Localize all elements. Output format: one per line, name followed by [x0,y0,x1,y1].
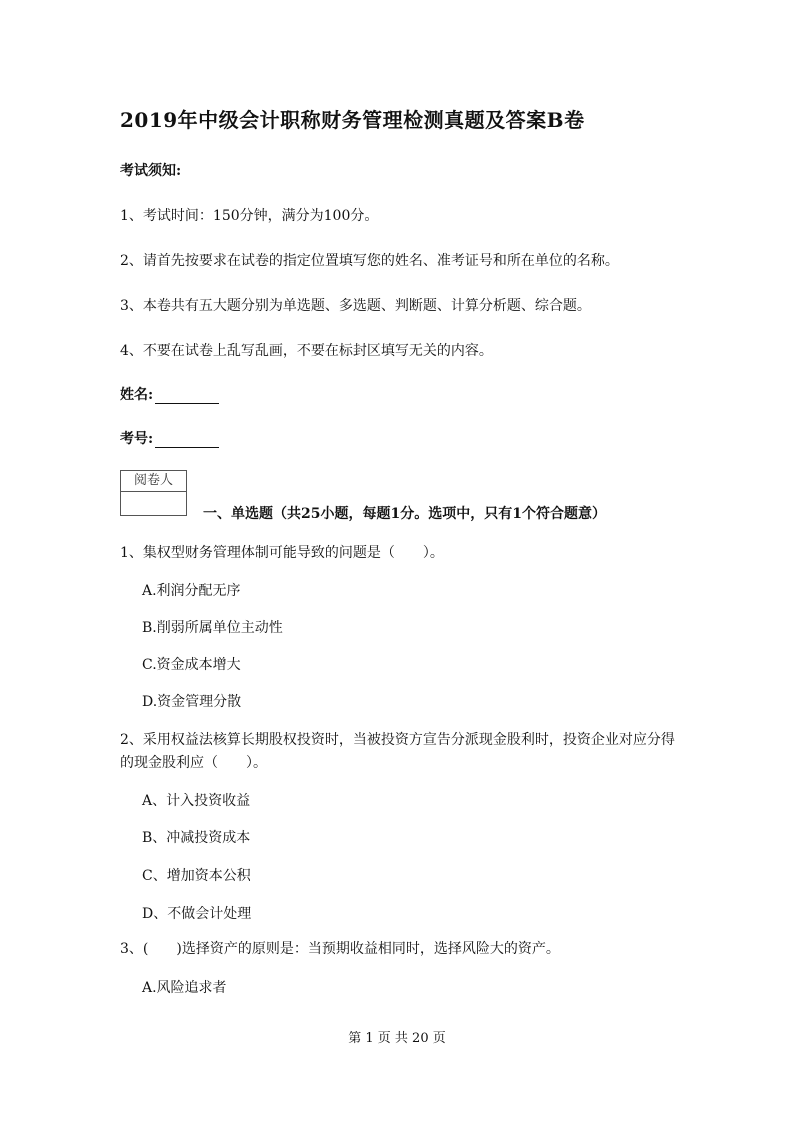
option: D、不做会计处理 [142,906,252,922]
option: B、冲减投资成本 [142,830,251,846]
notice-item: 3、本卷共有五大题分别为单选题、多选题、判断题、计算分析题、综合题。 [120,298,591,314]
option: C、增加资本公积 [142,868,251,884]
option: A.风险追求者 [142,980,227,996]
page-footer: 第 1 页 共 20 页 [348,1031,446,1046]
option: B.削弱所属单位主动性 [142,620,283,636]
exam-id-label: 考号: [120,431,154,447]
notice-heading: 考试须知: [120,163,182,179]
grader-box [120,470,187,516]
notice-item: 4、不要在试卷上乱写乱画，不要在标封区填写无关的内容。 [120,343,493,359]
page-title: 2019年中级会计职称财务管理检测真题及答案B卷 [120,108,585,132]
option: A、计入投资收益 [142,793,251,809]
exam-id-blank[interactable] [155,433,219,448]
option: D.资金管理分散 [142,694,242,710]
option: C.资金成本增大 [142,657,241,673]
grader-label: 阅卷人 [121,471,186,492]
question-stem: 3、( )选择资产的原则是：当预期收益相同时，选择风险大的资产。 [120,941,560,957]
question-stem-continued: 的现金股利应（ ）。 [120,755,267,771]
question-stem: 2、采用权益法核算长期股权投资时，当被投资方宣告分派现金股利时，投资企业对应分得 [120,732,675,748]
notice-item: 1、考试时间：150分钟，满分为100分。 [120,208,379,224]
option: A.利润分配无序 [142,583,241,599]
notice-item: 2、请首先按要求在试卷的指定位置填写您的姓名、准考证号和所在单位的名称。 [120,253,619,269]
name-blank[interactable] [155,389,219,404]
question-stem: 1、集权型财务管理体制可能导致的问题是（ ）。 [120,545,444,561]
name-field[interactable] [120,384,219,404]
exam-id-field[interactable] [120,428,219,448]
name-label: 姓名: [120,387,154,403]
section-title: 一、单选题（共25小题，每题1分。选项中，只有1个符合题意） [203,506,606,522]
